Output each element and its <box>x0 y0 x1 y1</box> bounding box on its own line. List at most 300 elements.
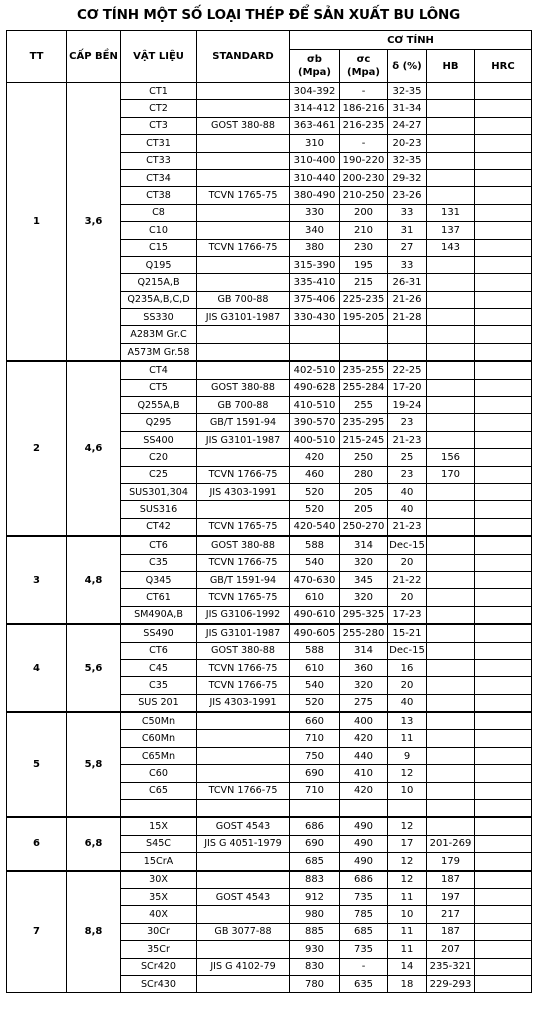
ob-cell <box>290 326 340 343</box>
oc-cell: 490 <box>340 817 388 835</box>
hb-cell <box>427 431 475 448</box>
oc-cell: 215-245 <box>340 431 388 448</box>
standard-cell: GOST 380-88 <box>197 642 290 659</box>
delta-cell: 11 <box>388 923 427 940</box>
standard-cell: GB 700-88 <box>197 291 290 308</box>
ob-cell: 390-570 <box>290 414 340 431</box>
standard-cell: TCVN 1765-75 <box>197 518 290 536</box>
hb-cell <box>427 169 475 186</box>
oc-cell: 255-284 <box>340 379 388 396</box>
hrc-cell <box>475 326 532 343</box>
delta-cell: 40 <box>388 501 427 518</box>
hb-cell <box>427 694 475 712</box>
ob-cell: 540 <box>290 554 340 571</box>
oc-cell: 186-216 <box>340 100 388 117</box>
hb-cell <box>427 501 475 518</box>
oc-cell: 200 <box>340 204 388 221</box>
ob-cell: 540 <box>290 677 340 694</box>
hb-cell <box>427 782 475 799</box>
ob-cell: 410-510 <box>290 397 340 414</box>
ob-cell: 520 <box>290 483 340 500</box>
ob-cell <box>290 800 340 818</box>
delta-cell: 18 <box>388 975 427 992</box>
oc-cell: 235-295 <box>340 414 388 431</box>
material-cell: C50Mn <box>121 712 197 730</box>
ob-cell: 314-412 <box>290 100 340 117</box>
oc-cell: 635 <box>340 975 388 992</box>
hrc-cell <box>475 256 532 273</box>
hb-cell: 143 <box>427 239 475 256</box>
standard-cell <box>197 975 290 992</box>
hrc-cell <box>475 431 532 448</box>
header-standard: STANDARD <box>197 31 290 83</box>
header-co-tinh: CƠ TÍNH <box>290 31 532 50</box>
material-cell: C10 <box>121 222 197 239</box>
header-vat-lieu: VẬT LIỆU <box>121 31 197 83</box>
oc-cell: 686 <box>340 871 388 889</box>
hb-cell <box>427 326 475 343</box>
oc-cell: - <box>340 958 388 975</box>
delta-cell: 20-23 <box>388 135 427 152</box>
oc-cell: 280 <box>340 466 388 483</box>
oc-cell: 735 <box>340 941 388 958</box>
hrc-cell <box>475 782 532 799</box>
ob-cell: 375-406 <box>290 291 340 308</box>
steel-properties-table <box>6 30 532 993</box>
ob-cell: 912 <box>290 888 340 905</box>
tt-cell: 5 <box>7 712 67 817</box>
material-cell: C35 <box>121 554 197 571</box>
ob-cell: 330-430 <box>290 309 340 326</box>
material-cell: C35 <box>121 677 197 694</box>
hb-cell <box>427 554 475 571</box>
oc-cell: 360 <box>340 659 388 676</box>
material-cell: CT61 <box>121 589 197 606</box>
hb-cell: 197 <box>427 888 475 905</box>
header-oc <box>340 50 388 83</box>
oc-cell: 735 <box>340 888 388 905</box>
table-row <box>7 624 532 642</box>
material-cell <box>121 800 197 818</box>
ob-cell: 588 <box>290 536 340 554</box>
ob-cell: 420-540 <box>290 518 340 536</box>
hrc-cell <box>475 501 532 518</box>
material-cell: SS330 <box>121 309 197 326</box>
ob-cell: 686 <box>290 817 340 835</box>
header-hrc: HRC <box>475 50 532 83</box>
hb-cell <box>427 274 475 291</box>
material-cell: CT3 <box>121 117 197 134</box>
hrc-cell <box>475 817 532 835</box>
ob-cell: 470-630 <box>290 571 340 588</box>
header-hb: HB <box>427 50 475 83</box>
hrc-cell <box>475 449 532 466</box>
standard-cell <box>197 256 290 273</box>
oc-cell: 235-255 <box>340 361 388 379</box>
cap-ben-cell: 4,6 <box>67 361 121 536</box>
oc-cell: 314 <box>340 642 388 659</box>
delta-cell <box>388 343 427 361</box>
hb-cell <box>427 397 475 414</box>
hb-cell <box>427 117 475 134</box>
delta-cell: 13 <box>388 712 427 730</box>
cap-ben-cell: 5,6 <box>67 624 121 712</box>
hb-cell: 131 <box>427 204 475 221</box>
oc-cell: - <box>340 135 388 152</box>
oc-cell: 490 <box>340 835 388 852</box>
ob-cell: 710 <box>290 730 340 747</box>
hrc-cell <box>475 169 532 186</box>
hrc-cell <box>475 888 532 905</box>
delta-cell <box>388 800 427 818</box>
oc-cell: 320 <box>340 554 388 571</box>
hrc-cell <box>475 853 532 871</box>
page-title: CƠ TÍNH MỘT SỐ LOẠI THÉP ĐỂ SẢN XUẤT BU LÔNG <box>77 7 460 23</box>
delta-cell: Dec-15 <box>388 536 427 554</box>
delta-cell: 14 <box>388 958 427 975</box>
delta-cell: 11 <box>388 941 427 958</box>
standard-cell <box>197 871 290 889</box>
oc-cell: 420 <box>340 730 388 747</box>
material-cell: Q295 <box>121 414 197 431</box>
header-ob-unit: (Mpa) <box>298 67 331 78</box>
delta-cell: 22-25 <box>388 361 427 379</box>
hrc-cell <box>475 274 532 291</box>
hrc-cell <box>475 343 532 361</box>
standard-cell <box>197 853 290 871</box>
oc-cell: 210 <box>340 222 388 239</box>
standard-cell: GOST 380-88 <box>197 117 290 134</box>
hb-cell <box>427 187 475 204</box>
hb-cell <box>427 361 475 379</box>
table-row <box>7 536 532 554</box>
hb-cell <box>427 589 475 606</box>
hb-cell <box>427 677 475 694</box>
ob-cell: 402-510 <box>290 361 340 379</box>
material-cell: Q235A,B,C,D <box>121 291 197 308</box>
hb-cell <box>427 642 475 659</box>
oc-cell: 216-235 <box>340 117 388 134</box>
hb-cell <box>427 765 475 782</box>
table-row <box>7 712 532 730</box>
hb-cell: 207 <box>427 941 475 958</box>
standard-cell <box>197 135 290 152</box>
ob-cell: 335-410 <box>290 274 340 291</box>
oc-cell: 200-230 <box>340 169 388 186</box>
standard-cell: GOST 380-88 <box>197 536 290 554</box>
material-cell: CT31 <box>121 135 197 152</box>
tt-cell: 1 <box>7 83 67 362</box>
table-row <box>7 83 532 100</box>
delta-cell: 12 <box>388 765 427 782</box>
delta-cell: 21-22 <box>388 571 427 588</box>
hrc-cell <box>475 379 532 396</box>
cap-ben-cell: 8,8 <box>67 871 121 993</box>
standard-cell <box>197 361 290 379</box>
standard-cell: GB/T 1591-94 <box>197 571 290 588</box>
ob-cell: 490-628 <box>290 379 340 396</box>
material-cell: C65 <box>121 782 197 799</box>
oc-cell <box>340 800 388 818</box>
material-cell: 40X <box>121 906 197 923</box>
hrc-cell <box>475 730 532 747</box>
delta-cell: 10 <box>388 906 427 923</box>
material-cell: SUS316 <box>121 501 197 518</box>
ob-cell: 930 <box>290 941 340 958</box>
ob-cell: 304-392 <box>290 83 340 100</box>
delta-cell: 17 <box>388 835 427 852</box>
delta-cell: 10 <box>388 782 427 799</box>
hb-cell <box>427 536 475 554</box>
delta-cell: 29-32 <box>388 169 427 186</box>
standard-cell <box>197 274 290 291</box>
material-cell: SCr420 <box>121 958 197 975</box>
material-cell: C65Mn <box>121 747 197 764</box>
material-cell: CT4 <box>121 361 197 379</box>
material-cell: A283M Gr.C <box>121 326 197 343</box>
hb-cell <box>427 379 475 396</box>
delta-cell: 33 <box>388 256 427 273</box>
hb-cell <box>427 414 475 431</box>
hrc-cell <box>475 100 532 117</box>
oc-cell: 195-205 <box>340 309 388 326</box>
hb-cell <box>427 712 475 730</box>
material-cell: CT33 <box>121 152 197 169</box>
material-cell: C60Mn <box>121 730 197 747</box>
hb-cell <box>427 483 475 500</box>
hrc-cell <box>475 152 532 169</box>
hb-cell: 187 <box>427 923 475 940</box>
ob-cell: 980 <box>290 906 340 923</box>
hrc-cell <box>475 677 532 694</box>
ob-cell: 310-440 <box>290 169 340 186</box>
hb-cell: 156 <box>427 449 475 466</box>
hrc-cell <box>475 906 532 923</box>
hb-cell: 170 <box>427 466 475 483</box>
delta-cell: 31-34 <box>388 100 427 117</box>
delta-cell: 12 <box>388 871 427 889</box>
hrc-cell <box>475 466 532 483</box>
standard-cell: TCVN 1766-75 <box>197 239 290 256</box>
oc-cell: 275 <box>340 694 388 712</box>
material-cell: CT5 <box>121 379 197 396</box>
standard-cell <box>197 747 290 764</box>
hb-cell <box>427 291 475 308</box>
oc-cell: 320 <box>340 677 388 694</box>
material-cell: C8 <box>121 204 197 221</box>
hb-cell: 235-321 <box>427 958 475 975</box>
tt-cell: 6 <box>7 817 67 870</box>
cap-ben-cell: 5,8 <box>67 712 121 817</box>
standard-cell: JIS G3101-1987 <box>197 624 290 642</box>
delta-cell: 25 <box>388 449 427 466</box>
standard-cell: TCVN 1766-75 <box>197 659 290 676</box>
header-ob-symbol: σb <box>307 54 322 65</box>
oc-cell: 255 <box>340 397 388 414</box>
table-row <box>7 817 532 835</box>
hrc-cell <box>475 958 532 975</box>
standard-cell <box>197 730 290 747</box>
delta-cell: 17-20 <box>388 379 427 396</box>
hrc-cell <box>475 694 532 712</box>
tt-cell: 2 <box>7 361 67 536</box>
hrc-cell <box>475 397 532 414</box>
ob-cell: 885 <box>290 923 340 940</box>
hrc-cell <box>475 117 532 134</box>
standard-cell: JIS G3106-1992 <box>197 606 290 624</box>
table-row <box>7 871 532 889</box>
ob-cell: 490-610 <box>290 606 340 624</box>
oc-cell: 225-235 <box>340 291 388 308</box>
hrc-cell <box>475 941 532 958</box>
hrc-cell <box>475 204 532 221</box>
header-tt: TT <box>7 31 67 83</box>
delta-cell: 23 <box>388 414 427 431</box>
standard-cell: JIS 4303-1991 <box>197 694 290 712</box>
hrc-cell <box>475 554 532 571</box>
hrc-cell <box>475 83 532 100</box>
material-cell: Q215A,B <box>121 274 197 291</box>
standard-cell: GOST 380-88 <box>197 379 290 396</box>
material-cell: CT42 <box>121 518 197 536</box>
material-cell: SS400 <box>121 431 197 448</box>
standard-cell: TCVN 1766-75 <box>197 782 290 799</box>
table-row <box>7 361 532 379</box>
oc-cell: 295-325 <box>340 606 388 624</box>
material-cell: 30Cr <box>121 923 197 940</box>
hrc-cell <box>475 975 532 992</box>
standard-cell <box>197 800 290 818</box>
material-cell: S45C <box>121 835 197 852</box>
material-cell: SM490A,B <box>121 606 197 624</box>
oc-cell: - <box>340 83 388 100</box>
ob-cell: 340 <box>290 222 340 239</box>
cap-ben-cell: 6,8 <box>67 817 121 870</box>
hrc-cell <box>475 571 532 588</box>
ob-cell: 380-490 <box>290 187 340 204</box>
ob-cell: 310 <box>290 135 340 152</box>
delta-cell: 33 <box>388 204 427 221</box>
hrc-cell <box>475 589 532 606</box>
oc-cell: 685 <box>340 923 388 940</box>
ob-cell: 460 <box>290 466 340 483</box>
delta-cell: 20 <box>388 589 427 606</box>
header-oc-symbol: σc <box>356 54 371 65</box>
ob-cell: 685 <box>290 853 340 871</box>
material-cell: C45 <box>121 659 197 676</box>
delta-cell: 40 <box>388 694 427 712</box>
hb-cell <box>427 309 475 326</box>
delta-cell: 27 <box>388 239 427 256</box>
delta-cell: 24-27 <box>388 117 427 134</box>
hrc-cell <box>475 624 532 642</box>
oc-cell: 345 <box>340 571 388 588</box>
delta-cell: Dec-15 <box>388 642 427 659</box>
ob-cell: 750 <box>290 747 340 764</box>
material-cell: SUS301,304 <box>121 483 197 500</box>
material-cell: C60 <box>121 765 197 782</box>
material-cell: Q195 <box>121 256 197 273</box>
material-cell: SS490 <box>121 624 197 642</box>
ob-cell: 310-400 <box>290 152 340 169</box>
hrc-cell <box>475 309 532 326</box>
standard-cell <box>197 204 290 221</box>
ob-cell: 490-605 <box>290 624 340 642</box>
hb-cell: 137 <box>427 222 475 239</box>
header-row-top <box>7 31 532 50</box>
delta-cell: 16 <box>388 659 427 676</box>
hb-cell: 187 <box>427 871 475 889</box>
oc-cell: 250 <box>340 449 388 466</box>
hb-cell <box>427 83 475 100</box>
standard-cell <box>197 343 290 361</box>
hb-cell <box>427 730 475 747</box>
delta-cell: 11 <box>388 888 427 905</box>
standard-cell: TCVN 1766-75 <box>197 554 290 571</box>
standard-cell: JIS G 4102-79 <box>197 958 290 975</box>
hrc-cell <box>475 414 532 431</box>
delta-cell: 11 <box>388 730 427 747</box>
standard-cell: TCVN 1765-75 <box>197 589 290 606</box>
oc-cell: 250-270 <box>340 518 388 536</box>
oc-cell <box>340 343 388 361</box>
hrc-cell <box>475 871 532 889</box>
tt-cell: 4 <box>7 624 67 712</box>
standard-cell: GB 700-88 <box>197 397 290 414</box>
hb-cell <box>427 518 475 536</box>
ob-cell: 330 <box>290 204 340 221</box>
delta-cell: 21-23 <box>388 518 427 536</box>
oc-cell: 440 <box>340 747 388 764</box>
hb-cell <box>427 747 475 764</box>
oc-cell: 205 <box>340 483 388 500</box>
hrc-cell <box>475 518 532 536</box>
standard-cell <box>197 941 290 958</box>
ob-cell: 420 <box>290 449 340 466</box>
oc-cell <box>340 326 388 343</box>
delta-cell: 40 <box>388 483 427 500</box>
delta-cell: 21-26 <box>388 291 427 308</box>
hrc-cell <box>475 659 532 676</box>
ob-cell: 315-390 <box>290 256 340 273</box>
standard-cell <box>197 222 290 239</box>
standard-cell: JIS G3101-1987 <box>197 309 290 326</box>
ob-cell: 380 <box>290 239 340 256</box>
ob-cell: 610 <box>290 659 340 676</box>
standard-cell: JIS G 4051-1979 <box>197 835 290 852</box>
oc-cell: 314 <box>340 536 388 554</box>
hrc-cell <box>475 291 532 308</box>
hrc-cell <box>475 483 532 500</box>
hb-cell <box>427 659 475 676</box>
hb-cell <box>427 152 475 169</box>
material-cell: CT2 <box>121 100 197 117</box>
material-cell: 30X <box>121 871 197 889</box>
standard-cell: TCVN 1766-75 <box>197 466 290 483</box>
hrc-cell <box>475 835 532 852</box>
ob-cell: 610 <box>290 589 340 606</box>
ob-cell: 363-461 <box>290 117 340 134</box>
hb-cell: 217 <box>427 906 475 923</box>
ob-cell: 780 <box>290 975 340 992</box>
oc-cell: 195 <box>340 256 388 273</box>
standard-cell <box>197 501 290 518</box>
hb-cell <box>427 343 475 361</box>
hrc-cell <box>475 765 532 782</box>
delta-cell: 12 <box>388 817 427 835</box>
ob-cell: 520 <box>290 694 340 712</box>
material-cell: A573M Gr.58 <box>121 343 197 361</box>
